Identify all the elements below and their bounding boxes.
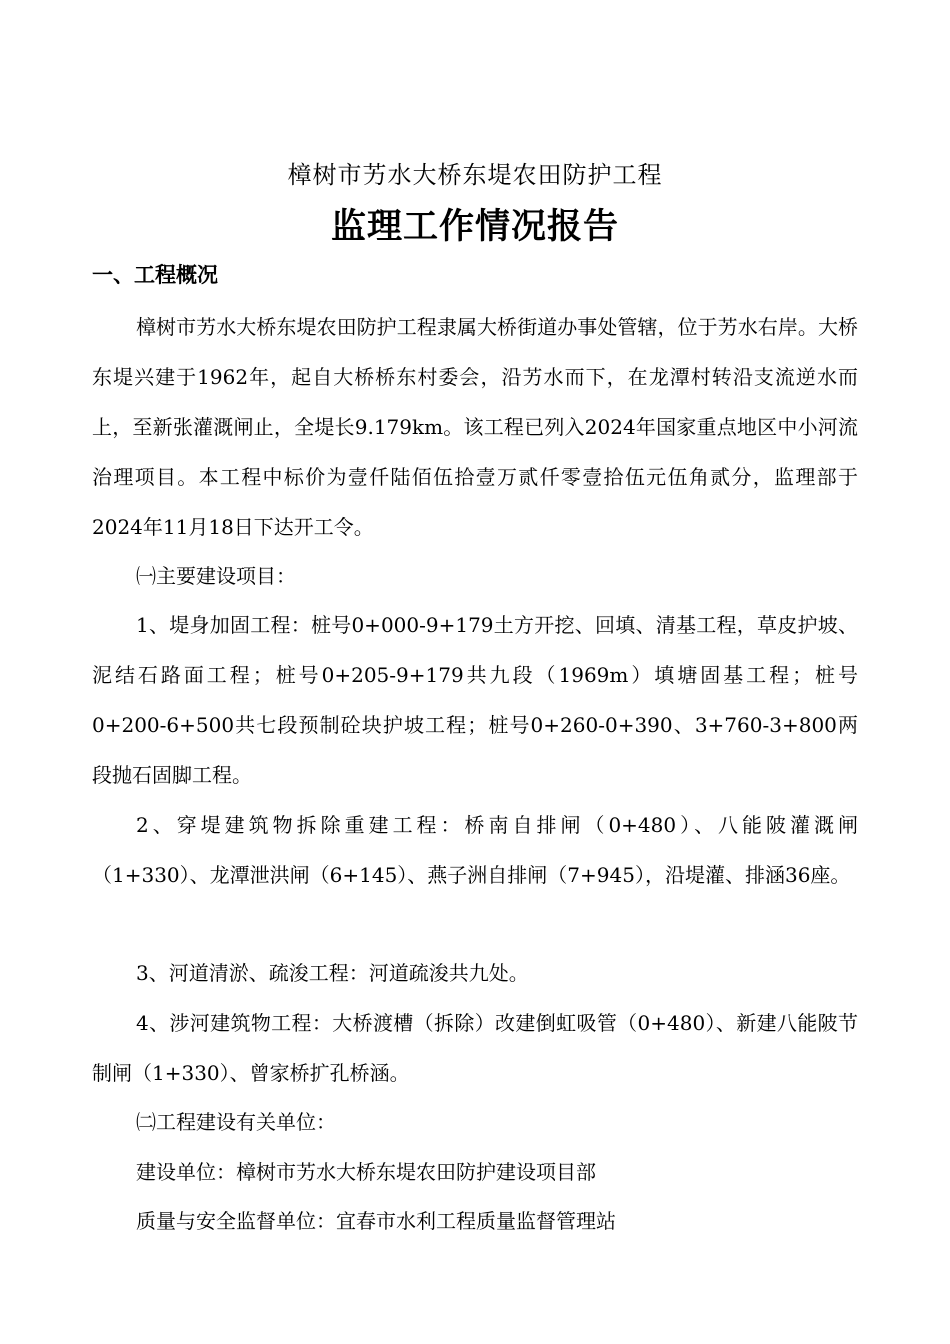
unit-line: 建设单位：樟树市艻水大桥东堤农田防护建设项目部 [136, 1160, 596, 1184]
section-heading-overview: 一、工程概况 [92, 263, 218, 287]
document-subtitle: 樟树市艻水大桥东堤农田防护工程 [287, 161, 663, 189]
overview-paragraph: 樟树市艻水大桥东堤农田防护工程隶属大桥街道办事处管辖，位于艻水右岸。大桥东堤兴建于1962年，起自大桥桥东村委会，沿艻水而下，在龙潭村转沿支流逆水而上，至新张灌溉闸止，全堤长9.179km。该工程已列入2024年国家重点地区中小河流治理项目。本工程中标价为壹仟陆佰伍拾壹万贰仟零壹拾伍元伍角贰分，监理部于2024年11月18日下达开工令。 [92, 315, 858, 539]
project-item: 4、涉河建筑物工程：大桥渡槽（拆除）改建倒虹吸管（0+480）、新建八能陂节制闸（1+330）、曾家桥扩孔桥涵。 [92, 1011, 858, 1085]
project-item: 3、河道清淤、疏浚工程：河道疏浚共九处。 [136, 961, 529, 985]
document-title: 监理工作情况报告 [330, 207, 619, 247]
main-items-heading: ㈠主要建设项目： [136, 564, 296, 588]
project-item: 1、堤身加固工程：桩号0+000-9+179土方开挖、回填、清基工程，草皮护坡、泥结石路面工程；桩号0+205-9+179共九段（1969m）填塘固基工程；桩号0+200-6+500共七段预制砼块护坡工程；桩号0+260-0+390、3+760-3+800两段抛石固脚工程。 [92, 613, 858, 787]
units-heading: ㈡工程建设有关单位： [136, 1110, 336, 1134]
unit-line: 质量与安全监督单位：宜春市水利工程质量监督管理站 [136, 1209, 616, 1233]
project-item: 2、穿堤建筑物拆除重建工程：桥南自排闸（0+480）、八能陂灌溉闸（1+330）、龙潭泄洪闸（6+145）、燕子洲自排闸（7+945），沿堤灌、排涵36座。 [92, 813, 858, 887]
